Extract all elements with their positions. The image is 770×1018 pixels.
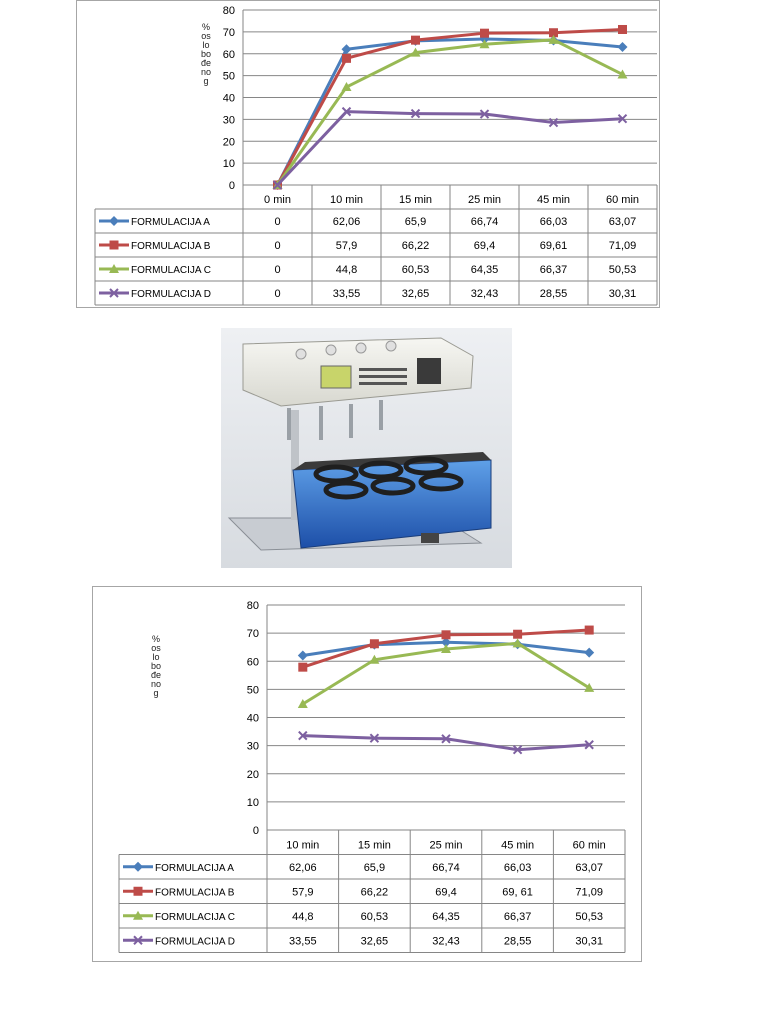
table-cell-value: 65,9 xyxy=(404,216,427,228)
x-category-label: 45 min xyxy=(501,839,535,852)
x-category-label: 10 min xyxy=(329,194,364,206)
data-point xyxy=(618,42,628,52)
x-category-label: 0 min xyxy=(264,194,291,206)
table-cell-value: 66,03 xyxy=(503,861,532,874)
table-cell-value: 44,8 xyxy=(292,910,314,923)
legend-label: FORMULACIJA C xyxy=(131,265,212,276)
table-cell-value: 30,31 xyxy=(608,288,637,300)
data-point xyxy=(618,25,627,34)
data-point xyxy=(298,650,308,660)
table-cell-value: 66,22 xyxy=(401,240,430,252)
y-tick-label: 30 xyxy=(246,740,259,753)
dissolution-chart-with-zero xyxy=(76,0,660,308)
y-tick-label: 40 xyxy=(222,92,235,105)
table-cell-value: 62,06 xyxy=(289,861,317,874)
data-point xyxy=(513,630,522,639)
legend-label: FORMULACIJA A xyxy=(131,217,210,228)
series-line xyxy=(278,29,623,185)
data-point xyxy=(298,663,307,672)
dissolution-tester-apparatus-icon xyxy=(221,328,512,568)
data-point xyxy=(480,29,489,38)
x-category-label: 60 min xyxy=(605,194,640,206)
y-tick-label: 40 xyxy=(246,712,259,725)
x-category-label: 45 min xyxy=(536,194,571,206)
series-formulacija-a xyxy=(273,34,628,190)
data-point xyxy=(342,54,351,63)
y-tick-label: 60 xyxy=(246,656,259,669)
y-tick-label: 20 xyxy=(246,768,259,781)
data-point xyxy=(442,630,451,639)
table-cell-value: 0 xyxy=(274,264,281,276)
legend-marker xyxy=(109,216,119,226)
table-cell-value: 30,31 xyxy=(575,935,603,948)
legend-label: FORMULACIJA B xyxy=(155,887,235,899)
table-cell-value: 28,55 xyxy=(539,288,568,300)
y-tick-label: 20 xyxy=(222,136,235,149)
table-cell-value: 69,4 xyxy=(473,240,496,252)
y-tick-label: 60 xyxy=(222,48,235,61)
legend-marker xyxy=(134,887,143,896)
y-tick-label: 70 xyxy=(222,26,235,39)
dissolution-tester-photo xyxy=(221,328,512,568)
table-cell-value: 63,07 xyxy=(575,861,603,874)
y-tick-label: 10 xyxy=(246,796,259,809)
table-cell-value: 28,55 xyxy=(503,935,532,948)
chart-svg xyxy=(93,587,641,961)
y-tick-label: 0 xyxy=(228,180,235,192)
table-cell-value: 32,65 xyxy=(401,288,430,300)
y-tick-label: 70 xyxy=(246,628,259,641)
data-point xyxy=(584,648,594,658)
table-cell-value: 0 xyxy=(274,288,281,300)
y-axis-label: % oslobođenog xyxy=(201,22,213,86)
table-cell-value: 44,8 xyxy=(335,264,358,276)
y-tick-label: 80 xyxy=(222,5,235,17)
legend-label: FORMULACIJA B xyxy=(131,241,211,252)
table-cell-value: 66,74 xyxy=(470,216,499,228)
table-cell-value: 66,37 xyxy=(539,264,568,276)
table-cell-value: 64,35 xyxy=(432,910,460,923)
table-cell-value: 62,06 xyxy=(332,216,361,228)
x-category-label: 60 min xyxy=(572,839,606,852)
table-cell-value: 66,03 xyxy=(539,216,568,228)
table-cell-value: 60,53 xyxy=(401,264,430,276)
table-cell-value: 33,55 xyxy=(332,288,361,300)
y-tick-label: 10 xyxy=(222,158,235,171)
table-cell-value: 71,09 xyxy=(608,240,637,252)
x-category-label: 25 min xyxy=(467,194,502,206)
y-axis-label: % oslobođenog xyxy=(151,634,163,698)
y-tick-label: 50 xyxy=(246,684,259,697)
table-cell-value: 50,53 xyxy=(608,264,637,276)
table-cell-value: 66,37 xyxy=(503,910,532,923)
data-point xyxy=(585,626,594,635)
table-cell-value: 50,53 xyxy=(575,910,603,923)
table-cell-value: 64,35 xyxy=(470,264,499,276)
legend-label: FORMULACIJA D xyxy=(155,936,236,948)
table-cell-value: 57,9 xyxy=(335,240,358,252)
table-cell-value: 0 xyxy=(274,216,281,228)
dissolution-chart xyxy=(92,586,642,962)
legend-marker xyxy=(133,862,143,872)
y-tick-label: 30 xyxy=(222,114,235,127)
table-cell-value: 33,55 xyxy=(289,935,317,948)
x-category-label: 15 min xyxy=(398,194,433,206)
legend-label: FORMULACIJA C xyxy=(155,911,236,923)
table-cell-value: 69,4 xyxy=(435,886,457,899)
x-category-label: 10 min xyxy=(286,839,320,852)
table-cell-value: 57,9 xyxy=(292,886,314,899)
data-point xyxy=(411,36,420,45)
chart-svg xyxy=(77,1,659,307)
table-cell-value: 32,65 xyxy=(360,935,389,948)
table-cell-value: 66,74 xyxy=(432,861,460,874)
table-cell-value: 0 xyxy=(274,240,281,252)
y-tick-label: 80 xyxy=(246,600,259,612)
legend-label: FORMULACIJA D xyxy=(131,289,212,300)
series-formulacija-c xyxy=(273,35,628,189)
data-point xyxy=(370,639,379,648)
table-cell-value: 69, 61 xyxy=(502,886,533,899)
y-tick-label: 0 xyxy=(252,825,259,837)
x-category-label: 15 min xyxy=(357,839,391,852)
table-cell-value: 60,53 xyxy=(360,910,389,923)
series-line xyxy=(278,112,623,185)
x-category-label: 25 min xyxy=(429,839,463,852)
table-cell-value: 65,9 xyxy=(363,861,386,874)
data-point xyxy=(342,44,352,54)
table-cell-value: 32,43 xyxy=(470,288,499,300)
series-formulacija-d xyxy=(299,732,593,754)
table-cell-value: 66,22 xyxy=(360,886,389,899)
legend-label: FORMULACIJA A xyxy=(155,862,234,874)
table-cell-value: 71,09 xyxy=(575,886,603,899)
table-cell-value: 32,43 xyxy=(432,935,460,948)
table-cell-value: 63,07 xyxy=(608,216,637,228)
table-cell-value: 69,61 xyxy=(539,240,568,252)
legend-marker xyxy=(110,241,119,250)
y-tick-label: 50 xyxy=(222,70,235,83)
